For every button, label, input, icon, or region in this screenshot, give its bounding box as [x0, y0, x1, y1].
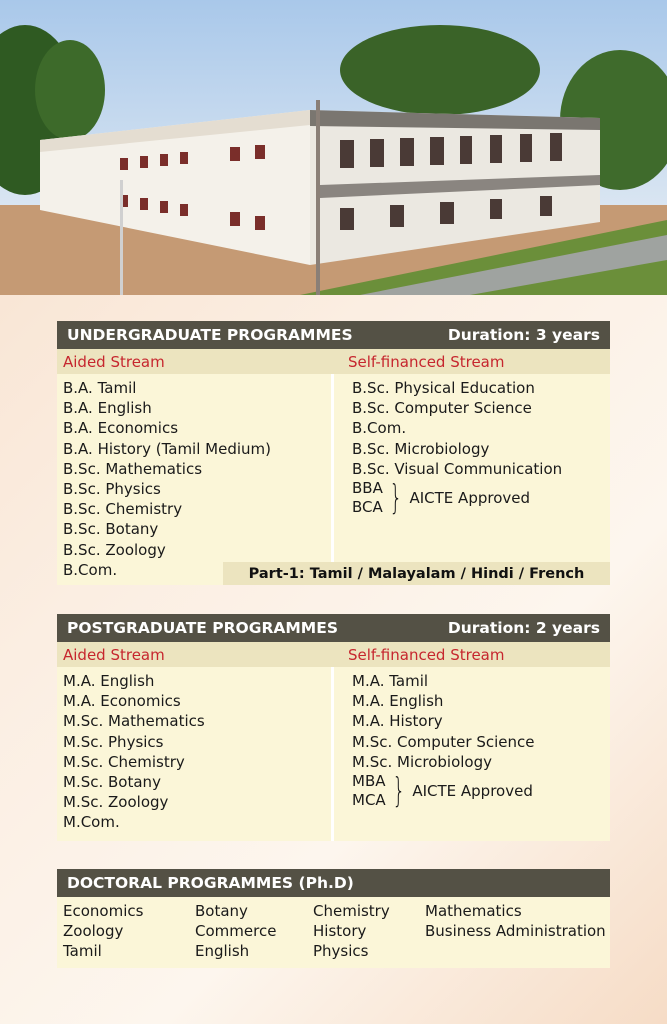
ug-body	[57, 374, 610, 585]
phd-column	[63, 901, 195, 962]
list-item: B.A. Economics	[63, 419, 179, 438]
brace-icon: }	[389, 478, 403, 519]
list-item: MBA	[352, 772, 386, 791]
phd-list	[57, 897, 610, 968]
list-item: B.Sc. Chemistry	[63, 500, 183, 519]
ug-aided-list	[57, 374, 331, 585]
brace-icon: }	[392, 771, 405, 812]
pg-self-list	[334, 667, 610, 841]
pg-body	[57, 667, 610, 841]
undergraduate-section	[57, 321, 610, 585]
list-item: Business Administration	[425, 922, 606, 941]
list-item: M.Sc. Mathematics	[63, 712, 205, 731]
list-item: M.Sc. Physics	[63, 732, 164, 751]
list-item: Mathematics	[425, 902, 522, 920]
list-item: M.Sc. Botany	[63, 773, 161, 792]
list-item: M.Sc. Zoology	[63, 793, 169, 812]
pg-title: POSTGRADUATE PROGRAMMES	[67, 619, 338, 637]
list-item: Botany	[195, 902, 248, 920]
list-item: M.A. English	[352, 692, 444, 711]
doctoral-section	[57, 869, 610, 968]
list-item: English	[195, 942, 250, 961]
ug-header	[57, 321, 610, 349]
list-item: MCA	[352, 791, 386, 810]
list-item: B.Sc. Zoology	[63, 540, 166, 559]
list-item: B.Sc. Microbiology	[352, 439, 490, 458]
ug-duration: Duration: 3 years	[447, 326, 600, 344]
pg-self-label: Self-financed Stream	[348, 645, 505, 664]
list-item: BBA	[352, 479, 383, 498]
part1-languages: Part-1: Tamil / Malayalam / Hindi / French	[223, 562, 610, 585]
list-item: M.A. History	[352, 712, 443, 731]
list-item: BCA	[352, 498, 383, 517]
list-item: M.A. English	[63, 672, 155, 690]
list-item: Zoology	[63, 922, 124, 941]
postgraduate-section	[57, 614, 610, 841]
college-building-photo	[0, 0, 667, 295]
ug-title: UNDERGRADUATE PROGRAMMES	[67, 326, 353, 344]
phd-column	[425, 901, 612, 962]
pg-aicte-group	[352, 772, 610, 810]
phd-column	[195, 901, 313, 962]
list-item: B.Sc. Mathematics	[63, 459, 203, 478]
list-item: History	[313, 922, 367, 941]
list-item: Physics	[313, 942, 369, 961]
ug-stream-header	[57, 349, 610, 374]
ug-self-list	[334, 374, 610, 585]
list-item: M.A. Tamil	[352, 672, 429, 690]
aicte-label: AICTE Approved	[412, 781, 533, 800]
list-item: Commerce	[195, 922, 277, 941]
list-item: Chemistry	[313, 902, 390, 920]
phd-column	[313, 901, 425, 962]
list-item: B.Sc. Visual Communication	[352, 459, 563, 478]
pg-aided-list	[57, 667, 331, 841]
ug-self-label: Self-financed Stream	[348, 352, 505, 371]
list-item: B.Com.	[352, 419, 407, 438]
list-item: M.Sc. Computer Science	[352, 732, 535, 751]
list-item: M.Sc. Chemistry	[63, 752, 185, 771]
list-item: Tamil	[63, 942, 102, 961]
aicte-label: AICTE Approved	[409, 488, 530, 507]
list-item: B.A. History (Tamil Medium)	[63, 439, 271, 458]
phd-header	[57, 869, 610, 897]
list-item: B.A. Tamil	[63, 379, 137, 397]
list-item: M.Com.	[63, 813, 120, 832]
pg-duration: Duration: 2 years	[447, 619, 600, 637]
list-item: B.A. English	[63, 399, 152, 418]
phd-title: DOCTORAL PROGRAMMES (Ph.D)	[67, 874, 354, 892]
list-item: B.Sc. Physical Education	[352, 379, 535, 397]
pg-header	[57, 614, 610, 642]
pg-aided-label: Aided Stream	[63, 645, 165, 664]
list-item: M.Sc. Microbiology	[352, 752, 492, 771]
list-item: M.A. Economics	[63, 692, 181, 711]
ug-aicte-group	[352, 479, 610, 517]
pg-stream-header	[57, 642, 610, 667]
list-item: B.Com.	[63, 560, 118, 579]
ug-aided-label: Aided Stream	[63, 352, 165, 371]
list-item: B.Sc. Botany	[63, 520, 159, 539]
list-item: B.Sc. Physics	[63, 480, 161, 499]
list-item: Economics	[63, 902, 144, 920]
list-item: B.Sc. Computer Science	[352, 399, 532, 418]
